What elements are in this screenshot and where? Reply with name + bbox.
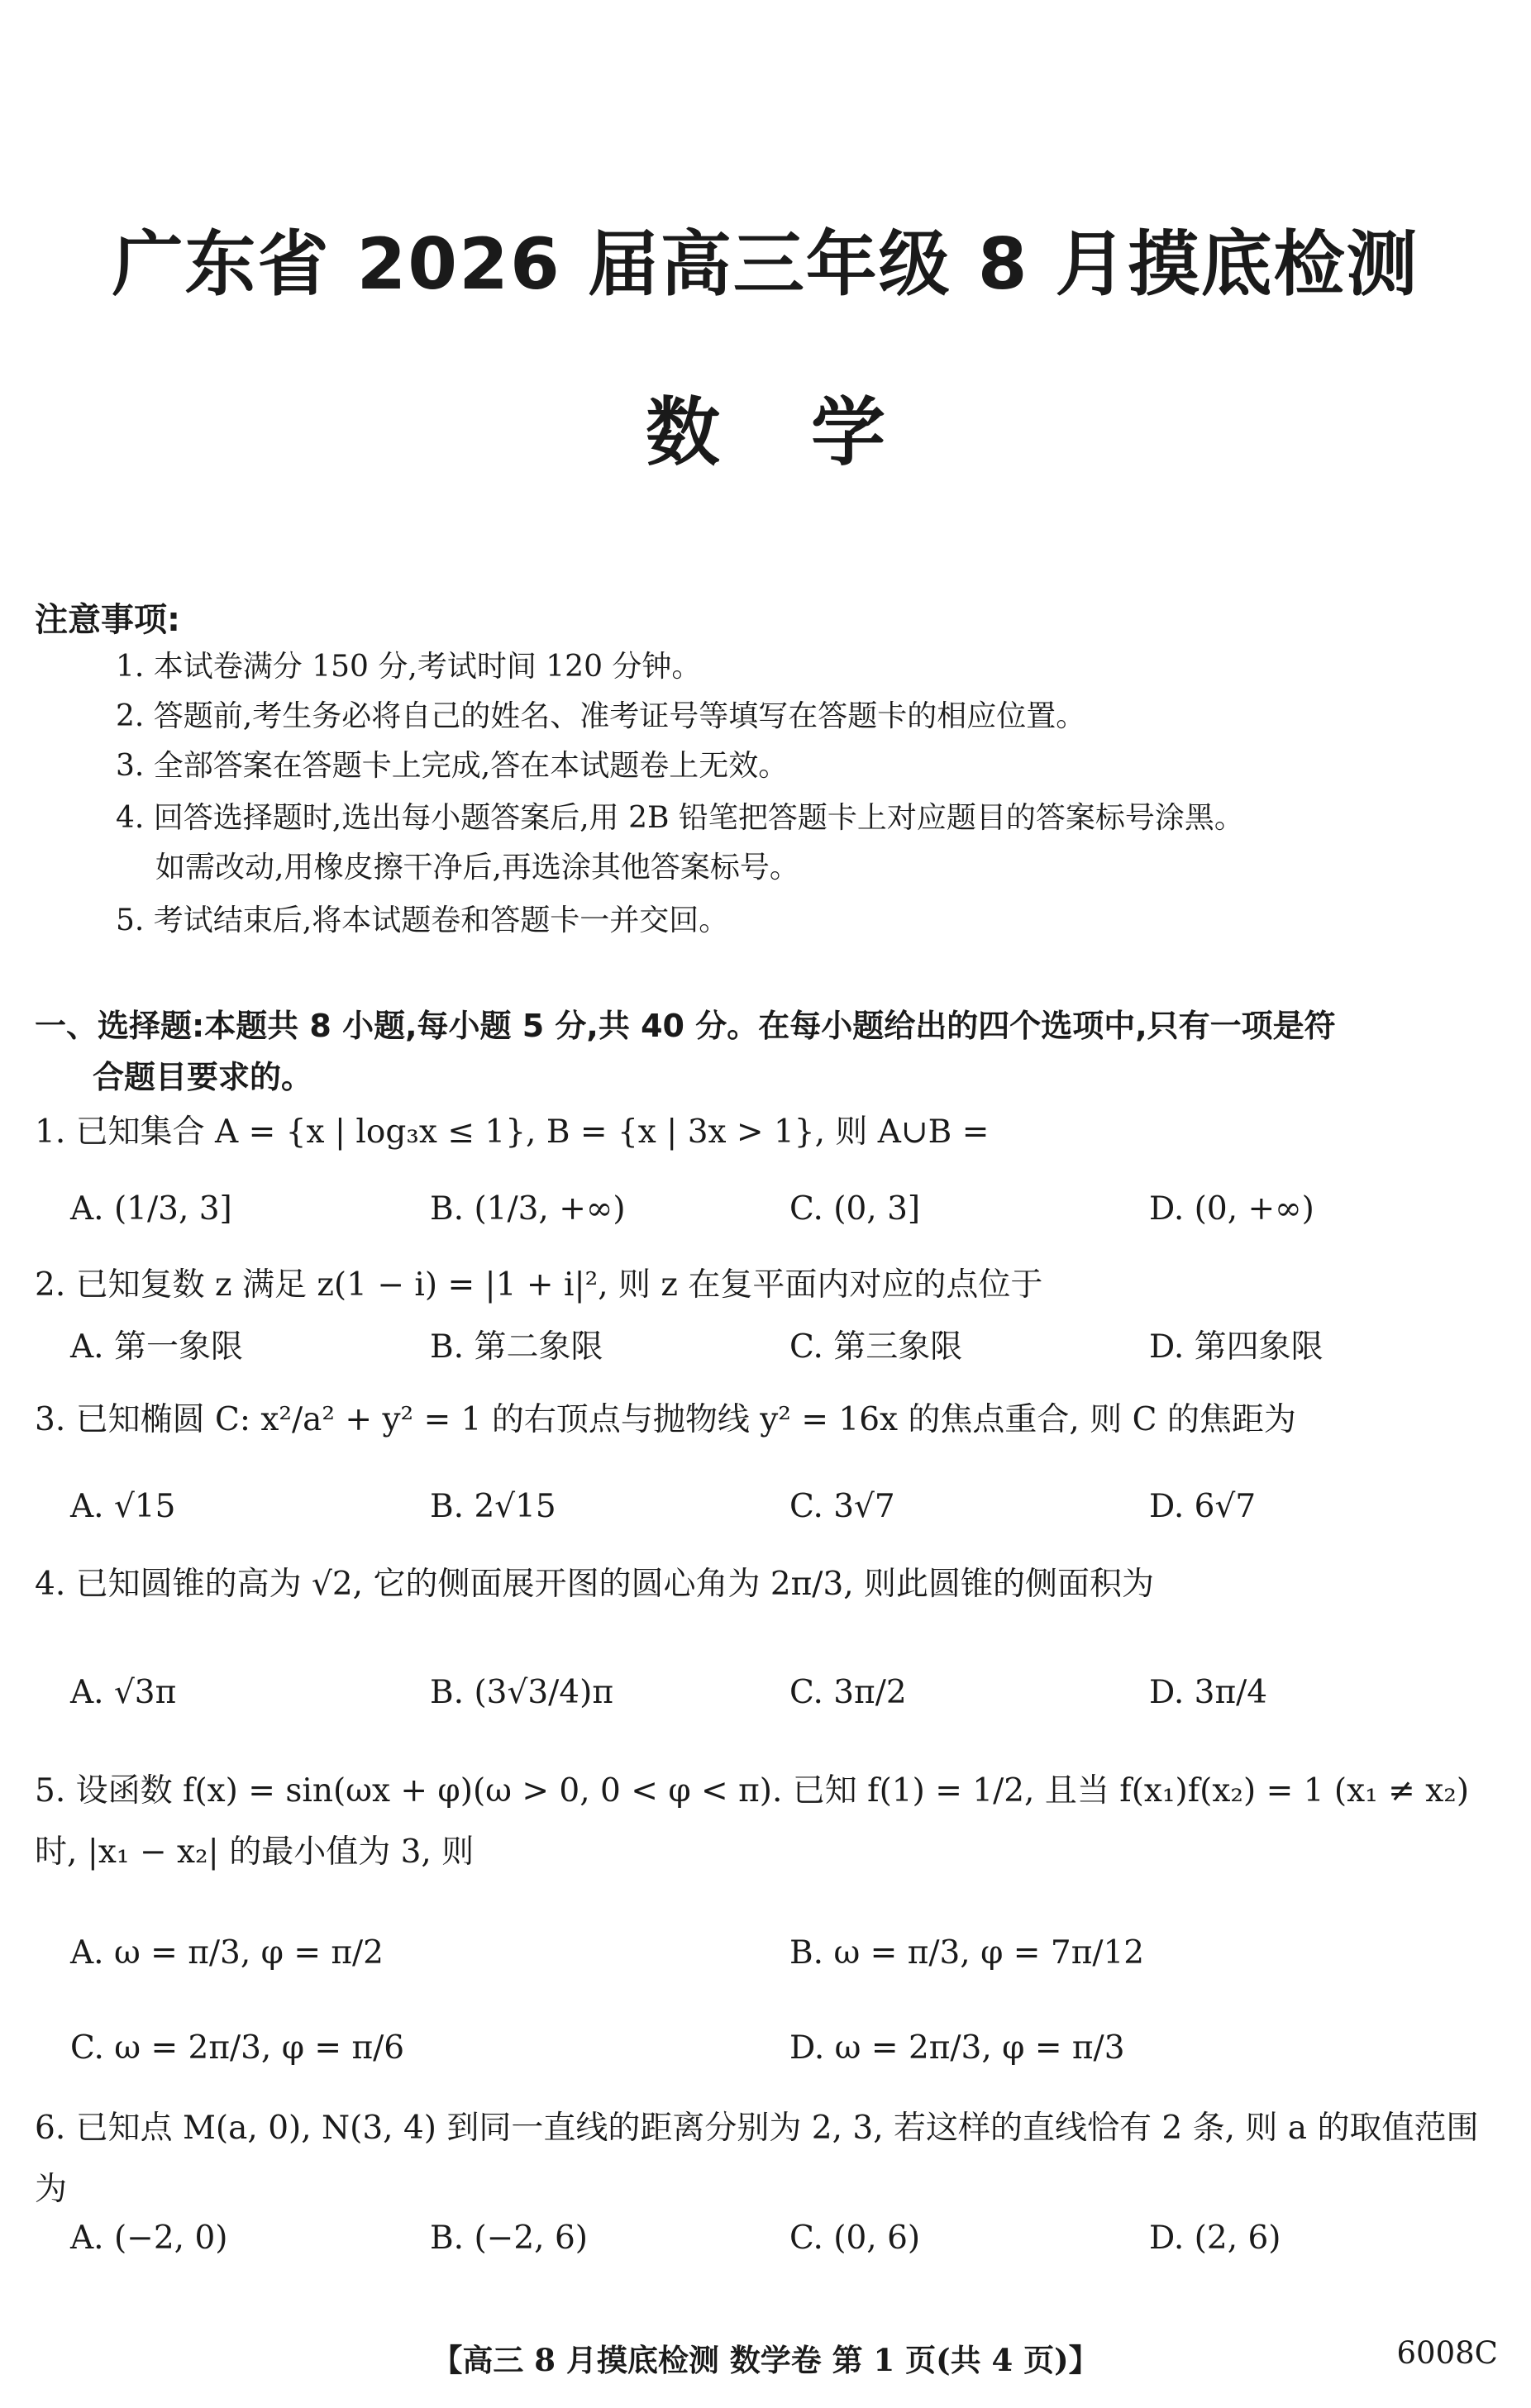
option-a: A. (−2, 0): [70, 2220, 228, 2257]
notice-item: 4. 回答选择题时,选出每小题答案后,用 2B 铅笔把答题卡上对应题目的答案标号涂黑。: [116, 801, 1244, 835]
option-d: D. 3π/4: [1149, 1674, 1268, 1711]
option-a: A. √3π: [70, 1674, 177, 1711]
exam-title: 广东省 2026 届高三年级 8 月摸底检测: [112, 223, 1419, 306]
notice-item: 1. 本试卷满分 150 分,考试时间 120 分钟。: [116, 650, 702, 684]
option-b: B. (1/3, +∞): [430, 1190, 626, 1228]
subject-title: 数学: [646, 389, 976, 476]
option-a: A. √15: [70, 1488, 176, 1525]
option-b: B. (−2, 6): [430, 2220, 588, 2257]
notice-item: 如需改动,用橡皮擦干净后,再选涂其他答案标号。: [155, 851, 799, 885]
paper-code: 6008C: [1396, 2335, 1498, 2371]
option-a: A. (1/3, 3]: [70, 1190, 232, 1228]
option-c: C. (0, 6): [789, 2220, 921, 2257]
notice-item: 2. 答题前,考生务必将自己的姓名、准考证号等填写在答题卡的相应位置。: [116, 699, 1086, 733]
section-line: 一、选择题:本题共 8 小题,每小题 5 分,共 40 分。在每小题给出的四个选项中,只有一项是符: [35, 1008, 1336, 1044]
question-stem: 6. 已知点 M(a, 0), N(3, 4) 到同一直线的距离分别为 2, 3, 若这样的直线恰有 2 条, 则 a 的取值范围为: [35, 2110, 1479, 2208]
option-c: C. 3√7: [789, 1488, 895, 1525]
option-b: B. 2√15: [430, 1488, 556, 1525]
option-d: D. (0, +∞): [1149, 1190, 1314, 1228]
notice-item: 5. 考试结束后,将本试题卷和答题卡一并交回。: [116, 904, 729, 937]
question-stem: 2. 已知复数 z 满足 z(1 − i) = |1 + i|², 则 z 在复平面内对应的点位于: [35, 1266, 1043, 1304]
notice-heading: 注意事项:: [35, 601, 180, 639]
section-line: 合题目要求的。: [93, 1059, 313, 1095]
question-stem: 3. 已知椭圆 C: x²/a² + y² = 1 的右顶点与抛物线 y² = 16x 的焦点重合, 则 C 的焦距为: [35, 1401, 1296, 1438]
option-b: B. (3√3/4)π: [430, 1674, 613, 1711]
option-c: C. (0, 3]: [789, 1190, 921, 1228]
notice-item: 3. 全部答案在答题卡上完成,答在本试题卷上无效。: [116, 749, 789, 783]
option-c: C. ω = 2π/3, φ = π/6: [70, 2029, 405, 2067]
option-a: A. 第一象限: [70, 1328, 243, 1366]
option-c: C. 第三象限: [789, 1328, 963, 1366]
option-d: D. (2, 6): [1149, 2220, 1281, 2257]
question-stem: 4. 已知圆锥的高为 √2, 它的侧面展开图的圆心角为 2π/3, 则此圆锥的侧面积为: [35, 1566, 1155, 1603]
option-d: D. ω = 2π/3, φ = π/3: [789, 2029, 1125, 2067]
page-footer: 【高三 8 月摸底检测 数学卷 第 1 页(共 4 页)】: [432, 2342, 1099, 2378]
option-b: B. 第二象限: [430, 1328, 603, 1366]
option-a: A. ω = π/3, φ = π/2: [70, 1934, 384, 1972]
option-c: C. 3π/2: [789, 1674, 907, 1711]
question-stem: 1. 已知集合 A = {x | log₃x ≤ 1}, B = {x | 3x > 1}, 则 A∪B =: [35, 1113, 990, 1151]
option-d: D. 6√7: [1149, 1488, 1257, 1525]
question-stem: 5. 设函数 f(x) = sin(ωx + φ)(ω > 0, 0 < φ < π). 已知 f(1) = 1/2, 且当 f(x₁)f(x₂) = 1 (x₁ ≠ x₂) 时, |x₁ − x₂| 的最小值为 3, 则: [35, 1772, 1470, 1871]
section-heading: [35, 1000, 1506, 1103]
option-b: B. ω = π/3, φ = 7π/12: [789, 1934, 1145, 1972]
option-d: D. 第四象限: [1149, 1328, 1324, 1366]
